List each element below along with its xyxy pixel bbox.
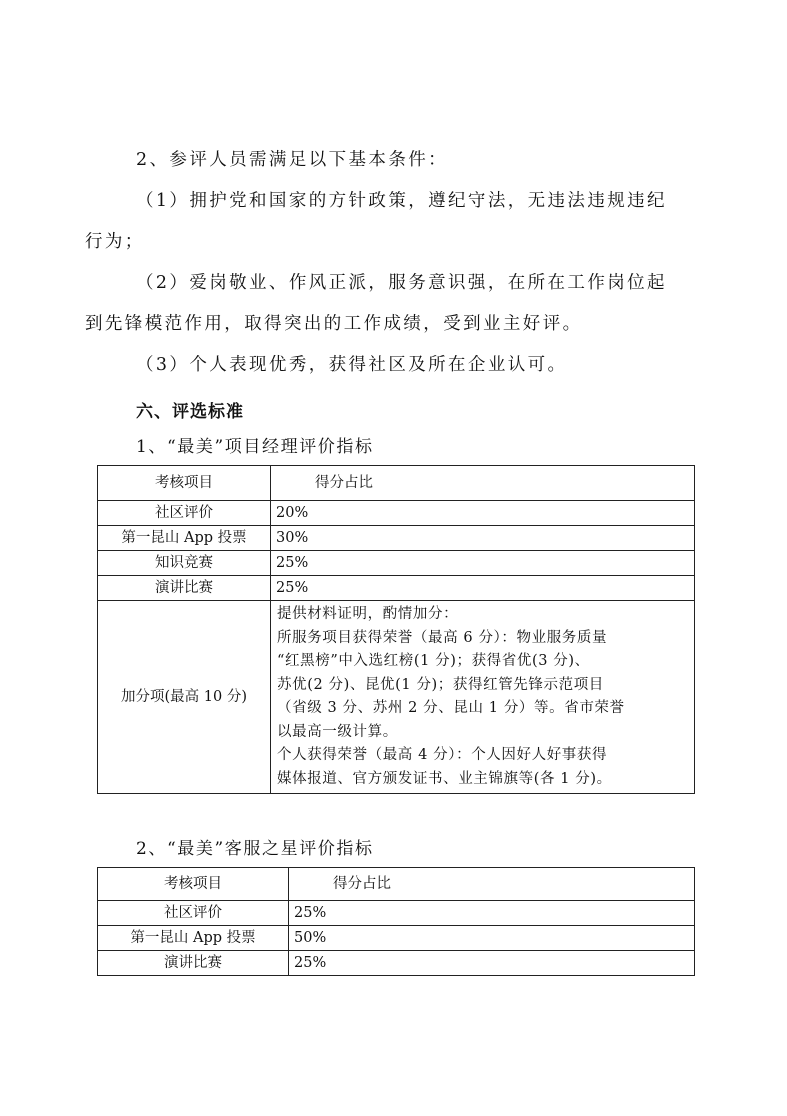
table1-project-manager-criteria: [97, 465, 695, 794]
header-cell-score: 得分占比: [271, 466, 695, 501]
header-cell-score: 得分占比: [289, 868, 695, 901]
bonus-line: 以最高一级计算。: [277, 723, 398, 740]
cell-score: 25%: [271, 551, 695, 576]
table-row: [98, 576, 695, 601]
cell-item: 社区评价: [98, 501, 271, 526]
cell-item: 第一昆山 App 投票: [98, 526, 271, 551]
cell-bonus-description: [271, 601, 695, 794]
cell-score: 30%: [271, 526, 695, 551]
cell-score: 25%: [289, 901, 695, 926]
paragraph-condition-2-line-1: （2）爱岗敬业、作风正派，服务意识强，在所在工作岗位起: [136, 273, 667, 293]
section-heading: 六、评选标准: [136, 402, 244, 422]
table-row: [98, 526, 695, 551]
table-row: [98, 951, 695, 976]
table-row: [98, 926, 695, 951]
table2-customer-service-criteria: [97, 867, 695, 976]
cell-score: 25%: [271, 576, 695, 601]
cell-item: 演讲比赛: [98, 951, 289, 976]
paragraph-condition-1-line-2: 行为；: [85, 232, 145, 252]
table-row: [98, 551, 695, 576]
cell-bonus-item: 加分项(最高 10 分): [98, 601, 271, 794]
cell-item: 第一昆山 App 投票: [98, 926, 289, 951]
paragraph-condition-3: （3）个人表现优秀，获得社区及所在企业认可。: [136, 355, 568, 375]
cell-score: 25%: [289, 951, 695, 976]
paragraph-condition-2-line-2: 到先锋模范作用，取得突出的工作成绩，受到业主好评。: [85, 314, 583, 334]
table-header-row: [98, 466, 695, 501]
paragraph-conditions-intro: 2、参评人员需满足以下基本条件：: [136, 150, 449, 170]
cell-item: 演讲比赛: [98, 576, 271, 601]
cell-score: 50%: [289, 926, 695, 951]
header-cell-item: 考核项目: [98, 466, 271, 501]
header-cell-item: 考核项目: [98, 868, 289, 901]
paragraph-condition-1-line-1: （1）拥护党和国家的方针政策，遵纪守法，无违法违规违纪: [136, 191, 667, 211]
cell-item: 社区评价: [98, 901, 289, 926]
bonus-line: 媒体报道、官方颁发证书、业主锦旗等(各 1 分)。: [277, 770, 612, 787]
bonus-line: 苏优(2 分)、昆优(1 分)；获得红管先锋示范项目: [277, 676, 604, 693]
table-row: [98, 901, 695, 926]
table1-caption: 1、“最美”项目经理评价指标: [136, 437, 374, 457]
table-header-row: [98, 868, 695, 901]
bonus-line: 个人获得荣誉（最高 4 分）：个人因好人好事获得: [277, 747, 608, 763]
table-row-bonus: [98, 601, 695, 794]
bonus-line: 提供材料证明，酌情加分：: [277, 606, 459, 622]
table2-caption: 2、“最美”客服之星评价指标: [136, 839, 374, 859]
bonus-line: （省级 3 分、苏州 2 分、昆山 1 分）等。省市荣誉: [277, 700, 625, 716]
cell-score: 20%: [271, 501, 695, 526]
bonus-line: 所服务项目获得荣誉（最高 6 分）：物业服务质量: [277, 629, 608, 646]
bonus-line: “红黑榜”中入选红榜(1 分)；获得省优(3 分)、: [277, 653, 590, 669]
cell-item: 知识竞赛: [98, 551, 271, 576]
table-row: [98, 501, 695, 526]
